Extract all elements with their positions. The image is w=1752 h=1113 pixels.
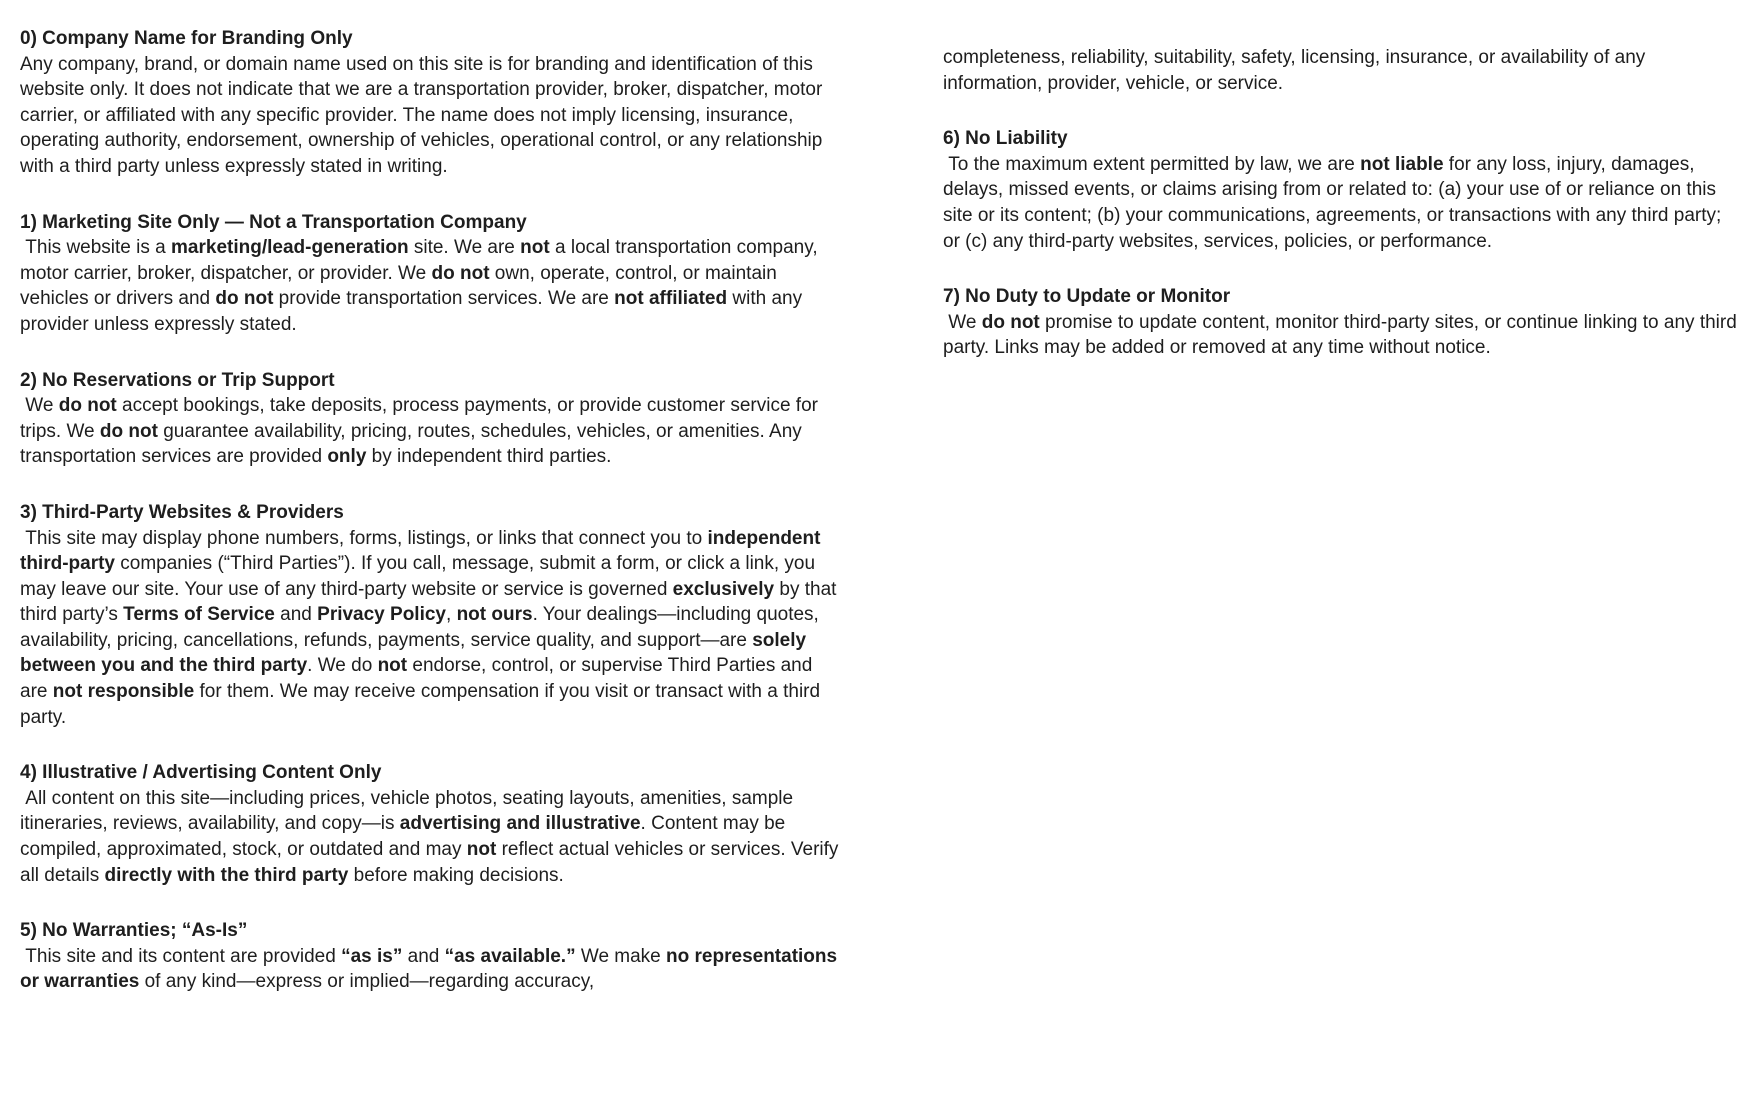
text-segment: provide transportation services. We are <box>273 288 615 310</box>
text-segment: site. We are <box>408 237 521 259</box>
bold-text-segment: do not <box>99 420 158 442</box>
section-body <box>943 310 1743 361</box>
bold-text-segment: advertising and illustrative <box>399 813 641 835</box>
document-column-right <box>943 26 1743 361</box>
bold-text-segment: only <box>327 446 367 468</box>
bold-text-segment: solely between you and the third party <box>20 629 812 677</box>
bold-text-segment: not liable <box>1360 153 1444 175</box>
text-segment: for them. We may receive compensation if you visit or transact with a third party. <box>20 681 826 728</box>
bold-text-segment: not <box>520 237 550 259</box>
bold-text-segment: do not <box>58 395 117 417</box>
text-segment: of any kind—express or implied—regarding accuracy, <box>139 971 595 993</box>
text-segment: To the maximum extent permitted by law, we are <box>943 153 1361 175</box>
bold-text-segment: no representations or warranties <box>20 945 843 993</box>
disclaimer-section <box>20 500 842 730</box>
section-heading: 2) No Reservations or Trip Support <box>20 369 335 391</box>
bold-text-segment: not responsible <box>52 681 195 703</box>
text-segment: This website is a <box>20 237 172 259</box>
disclaimer-section <box>20 760 842 888</box>
bold-text-segment: not <box>466 839 497 861</box>
document-column-left <box>20 26 842 995</box>
bold-text-segment: directly with the third party <box>104 864 349 886</box>
text-segment: reflect actual vehicles or services. Verify all details <box>20 839 844 886</box>
bold-text-segment: independent third-party <box>20 527 826 575</box>
section-heading: 3) Third-Party Websites & Providers <box>20 501 344 523</box>
text-segment: own, operate, control, or maintain vehicles or drivers and <box>20 262 783 310</box>
section-heading: 1) Marketing Site Only — Not a Transportation Company <box>20 211 527 233</box>
text-segment: All content on this site—including prices, vehicle photos, seating layouts, amenities, sample itineraries, reviews, availability, and copy—is <box>20 787 799 835</box>
bold-text-segment: do not <box>215 288 274 310</box>
bold-text-segment: marketing/lead-generation <box>171 237 409 259</box>
disclaimer-section <box>943 126 1743 254</box>
text-segment: Any company, brand, or domain name used on this site is for branding and identification of this website only. It does not indicate that we are a transportation provider, broker, dispatcher, motor carrier, or affiliated with any specific provider. The name does not imply licensing, insurance, operating authority, endorsement, ownership of vehicles, operational control, or any relationship with a third party unless expressly stated in writing. <box>20 53 828 177</box>
bold-text-segment: exclusively <box>672 578 775 600</box>
disclaimer-section <box>20 368 842 470</box>
text-segment: by independent third parties. <box>366 446 612 468</box>
section-body <box>20 944 842 995</box>
text-segment: by that third party’s <box>20 578 842 626</box>
text-segment: accept bookings, take deposits, process payments, or provide customer service for trips. We <box>20 395 824 442</box>
disclaimer-section <box>20 210 842 338</box>
text-segment: promise to update content, monitor third-party sites, or continue linking to any third party. Links may be added or removed at any time without notice. <box>943 311 1743 359</box>
text-segment: and <box>274 604 318 626</box>
section-heading: 0) Company Name for Branding Only <box>20 28 353 49</box>
text-segment: We make <box>575 945 667 967</box>
bold-text-segment: do not <box>431 262 490 284</box>
section-heading: 5) No Warranties; “As-Is” <box>20 920 248 942</box>
text-segment: guarantee availability, pricing, routes, schedules, vehicles, or amenities. Any transportation services are provided <box>20 420 808 468</box>
text-segment: . Content may be compiled, approximated, stock, or outdated and may <box>20 813 791 861</box>
section-body <box>20 235 842 337</box>
text-segment: for any loss, injury, damages, delays, missed events, or claims arising from or related to: (a) your use of or reliance on this site or its content; (b) your communications, agreements, or transactions with any third party; or (c) any third-party websites, services, policies, or performance. <box>943 153 1727 252</box>
text-segment: with any provider unless expressly stated. <box>20 288 808 335</box>
section-body <box>943 152 1743 254</box>
text-segment: a local transportation company, motor carrier, broker, dispatcher, or provider. We <box>20 237 823 284</box>
text-segment: This site and its content are provided <box>20 945 342 967</box>
section-body <box>20 786 842 888</box>
text-segment: We <box>943 311 982 333</box>
bold-text-segment: do not <box>981 311 1040 333</box>
text-segment: completeness, reliability, suitability, safety, licensing, insurance, or availability of any information, provider, vehicle, or service. <box>943 47 1651 94</box>
section-heading: 6) No Liability <box>943 128 1068 150</box>
disclaimer-section <box>20 26 842 180</box>
bold-text-segment: not <box>377 655 408 677</box>
text-segment: We <box>20 395 59 417</box>
bold-text-segment: Terms of Service <box>123 604 275 626</box>
text-segment: . Your dealings—including quotes, availability, pricing, cancellations, refunds, payments, service quality, and support—are <box>20 604 825 651</box>
text-segment: , <box>446 604 457 626</box>
text-segment: endorse, control, or supervise Third Parties and are <box>20 655 818 703</box>
text-segment: This site may display phone numbers, forms, listings, or links that connect you to <box>20 527 708 549</box>
bold-text-segment: Privacy Policy <box>317 604 447 626</box>
disclaimer-section <box>20 918 842 995</box>
text-segment: before making decisions. <box>348 864 564 886</box>
disclaimer-section <box>943 45 1743 96</box>
section-body <box>20 526 842 731</box>
section-heading: 7) No Duty to Update or Monitor <box>943 286 1231 308</box>
bold-text-segment: not ours <box>456 604 533 626</box>
section-body <box>20 52 842 180</box>
bold-text-segment: “as is” <box>341 945 403 967</box>
bold-text-segment: “as available.” <box>444 945 576 967</box>
disclaimer-section <box>943 284 1743 361</box>
bold-text-segment: not affiliated <box>614 288 728 310</box>
section-body <box>943 45 1743 96</box>
section-heading: 4) Illustrative / Advertising Content Only <box>20 762 382 784</box>
section-body <box>20 393 842 470</box>
text-segment: companies (“Third Parties”). If you call, message, submit a form, or click a link, you may leave our site. Your use of any third-party website or service is governed <box>20 553 821 600</box>
text-segment: . We do <box>307 655 378 677</box>
text-segment: and <box>402 945 445 967</box>
